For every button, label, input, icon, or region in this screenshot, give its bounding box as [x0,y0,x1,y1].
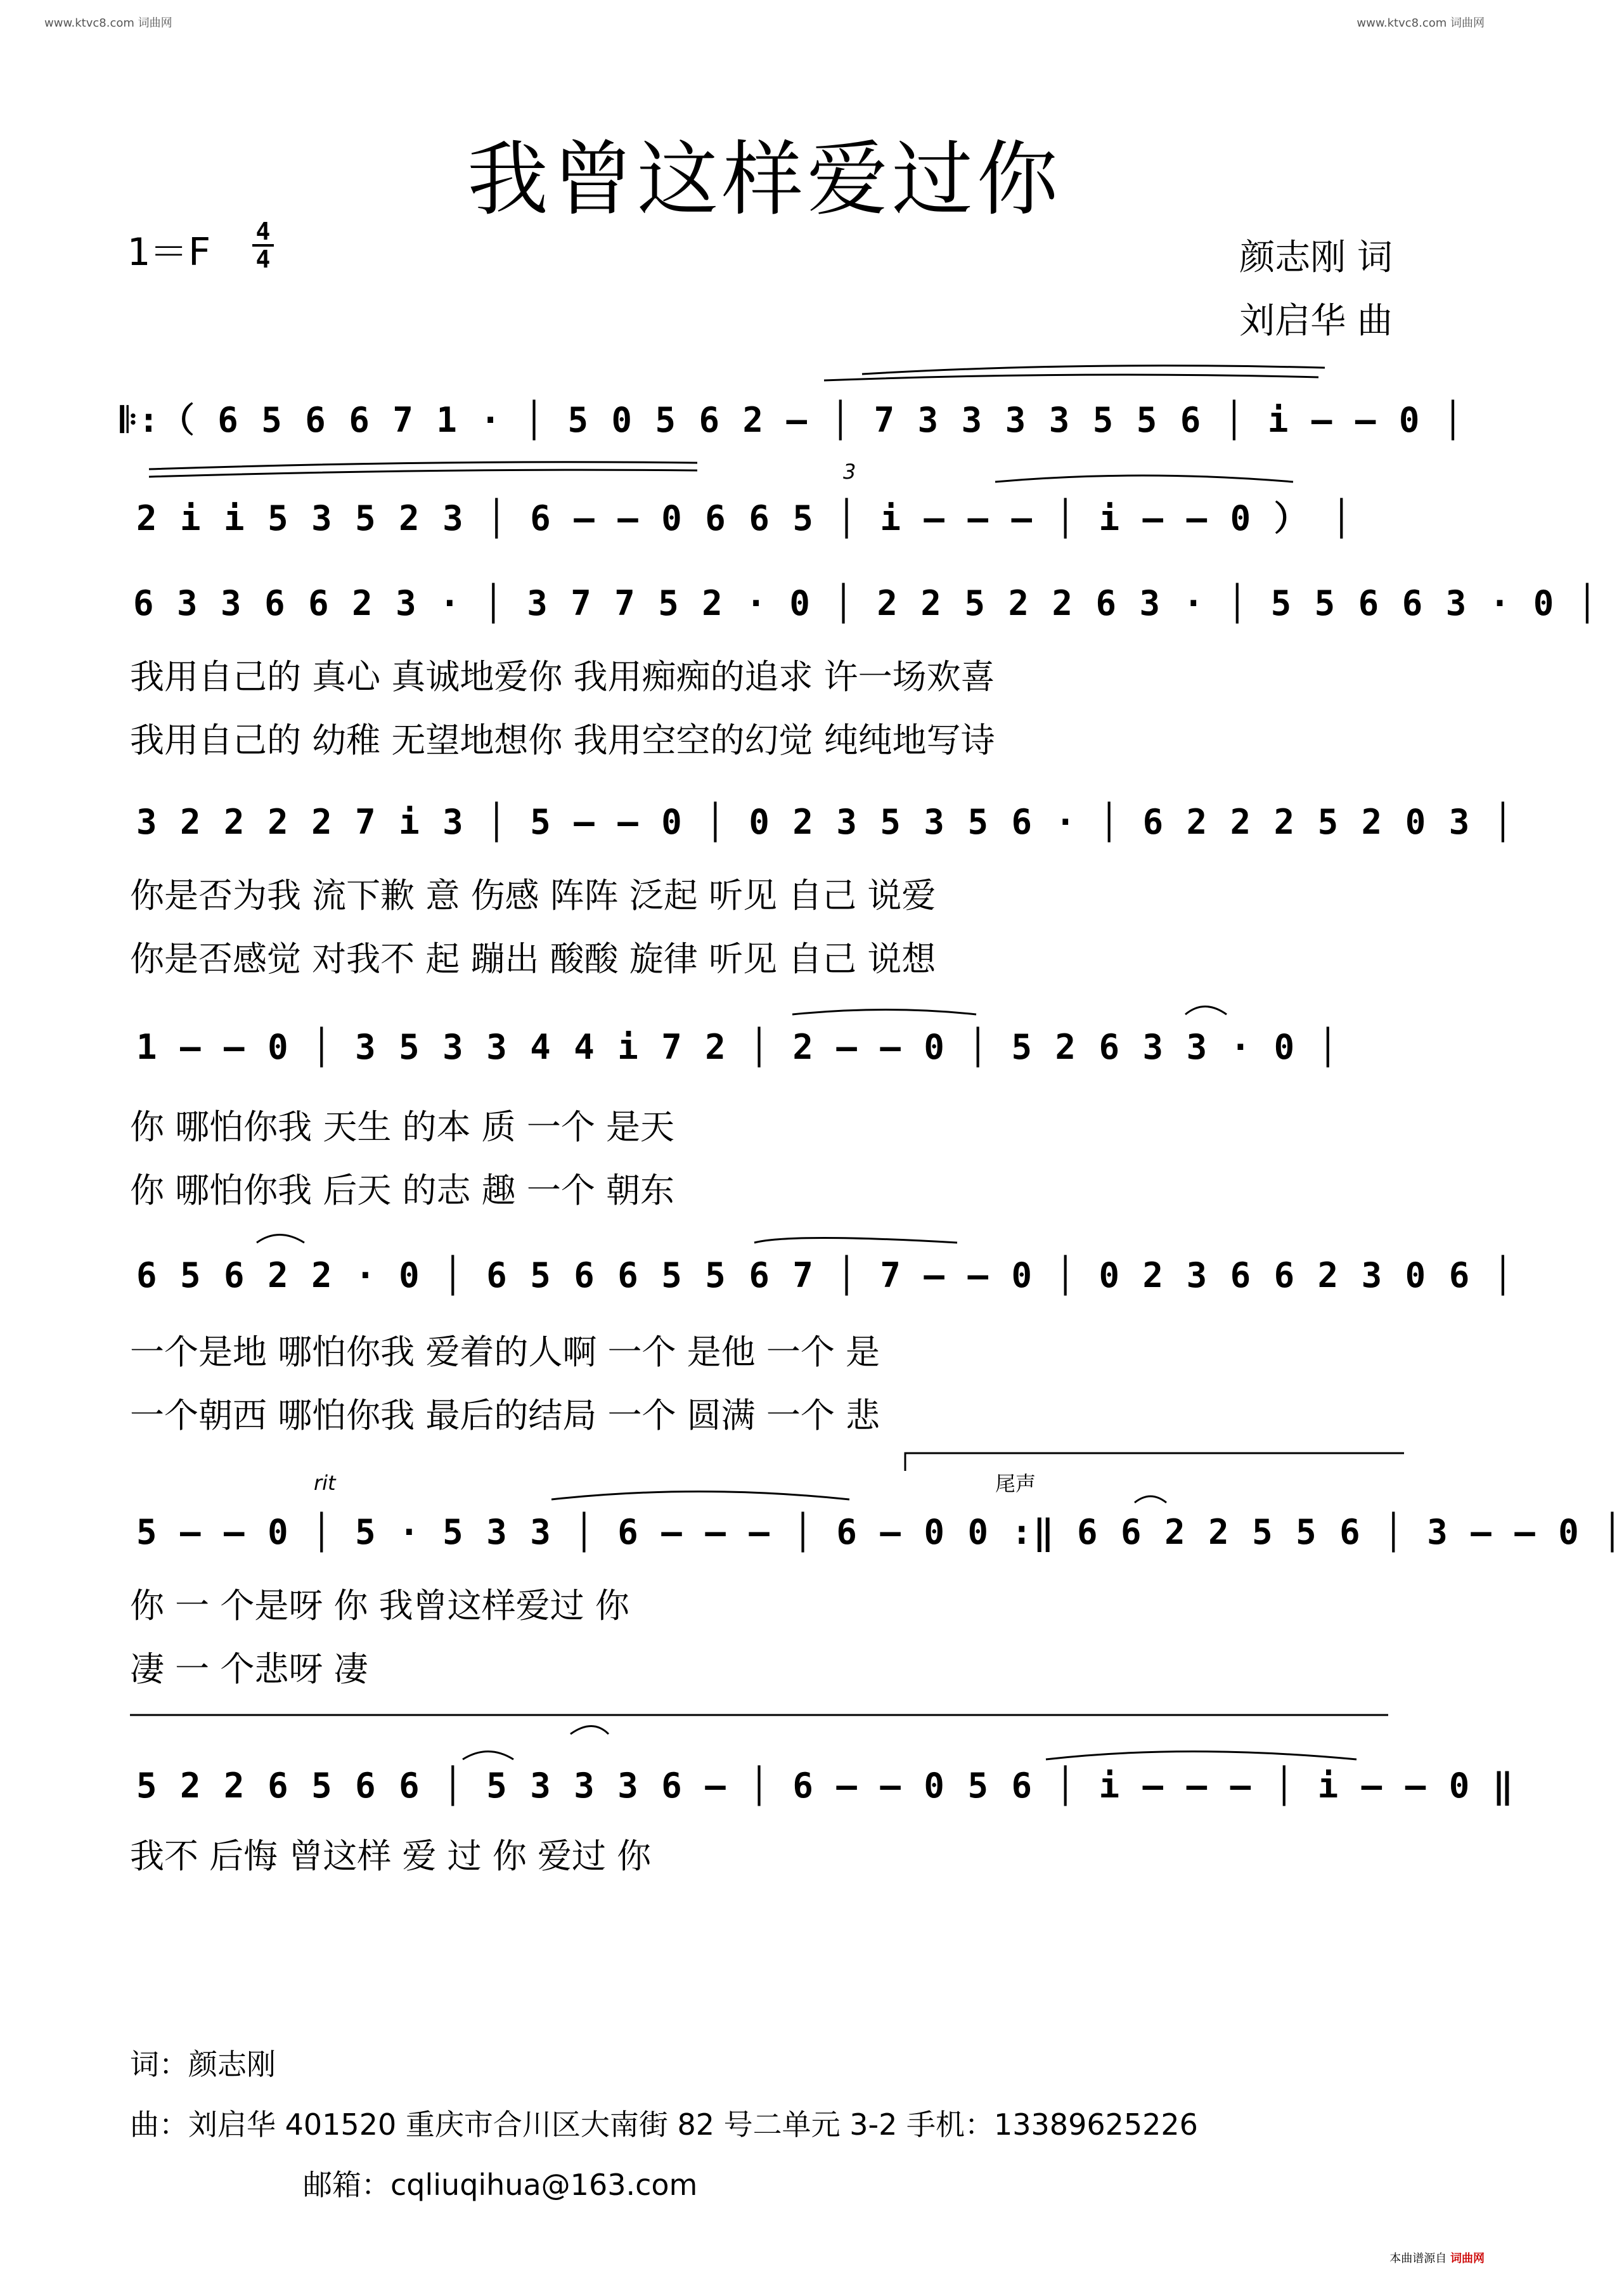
measure: i – – 0 ） [1099,498,1310,538]
slur-line [149,470,697,477]
measure: 0 2 3 5 3 5 6 · [749,802,1078,842]
bottom-tag [1389,2249,1485,2266]
bottom-tag-text: 本曲谱源自 [1389,2252,1447,2265]
slur-line [1135,1496,1166,1503]
time-sig-top: 4 [255,217,271,245]
lyric-line-1: 你 一 个是呀 你 我曾这样爱过 你 [130,1586,629,1626]
measure: 3 2 2 2 2 7 i 3 [136,802,465,842]
measure: 2 2 5 2 2 6 3 · [877,583,1206,623]
measure: i – – 0 ‖ [1317,1766,1515,1806]
system-1: 𝄆:（ 6 5 6 6 7 1 · │ 5 0 5 6 2 – │ 7 3 3 3 3 5 5 6 │ i – – 0 │ [120,400,1465,440]
measure: 5 2 2 6 5 6 6 [136,1766,421,1806]
measure: i – – 0 [1267,400,1421,440]
time-sig-bottom: 4 [255,245,271,273]
measure: 6 – – 0 6 6 5 [530,498,815,538]
measure: 6 – – 0 5 6 [792,1766,1033,1806]
measure: 𝄆:（ 6 5 6 6 7 1 · [120,400,502,440]
measure: 6 6 2 2 5 5 6 [1077,1512,1362,1552]
measure: 2 i i 5 3 5 2 3 [136,498,465,538]
song-title: 我曾这样爱过你 [467,133,1062,227]
lyric-line-1: 你 哪怕你我 天生 的本 质 一个 是天 [130,1107,674,1147]
measure: 7 – – 0 [880,1255,1033,1295]
slur-line [257,1235,304,1243]
slur-line [551,1492,849,1500]
footer-lyricist: 词：颜志刚 [130,2047,276,2081]
measure: i – – – [880,498,1033,538]
slur-line [754,1238,957,1243]
system-6: 6 5 6 2 2 · 0 │ 6 5 6 6 5 5 6 7 │ 7 – – 0 │ 0 2 3 6 6 2 3 0 6 │ [136,1255,1515,1295]
lyric-line-2: 一个朝西 哪怕你我 最后的结局 一个 圆满 一个 悲 [130,1395,880,1435]
measure: i – – – [1099,1766,1253,1806]
slur-line [792,1010,976,1015]
system-3: 6 3 3 6 6 2 3 · │ 3 7 7 5 2 · 0 │ 2 2 5 2 2 6 3 · │ 5 5 6 6 3 · 0 │ [133,583,1599,623]
system-4: 3 2 2 2 2 7 i 3 │ 5 – – 0 │ 0 2 3 5 3 5 6 · │ 6 2 2 2 5 2 0 3 │ [136,802,1515,842]
watermark-left: www.ktvc8.com 词曲网 [44,16,172,30]
lyric-line-2: 凄 一 个悲呀 凄 [130,1649,368,1689]
measure: 1 – – 0 [136,1027,290,1067]
key-signature: 1＝F [127,230,211,275]
watermark-right: www.ktvc8.com 词曲网 [1357,16,1485,30]
composer-credit: 刘启华 曲 [1239,301,1393,342]
measure: 0 2 3 6 6 2 3 0 6 [1099,1255,1471,1295]
measure: 3 5 3 3 4 4 i 7 2 [355,1027,727,1067]
lyricist-credit: 颜志刚 词 [1239,237,1393,278]
measure: 6 – – – [617,1512,771,1552]
slur-line [570,1726,609,1735]
slur-line [1185,1007,1227,1015]
measure: 6 3 3 6 6 2 3 · [133,583,461,623]
measure: 2 – – 0 [792,1027,946,1067]
slur-line [862,366,1325,374]
slur-line [463,1752,513,1760]
footer-composer: 曲：刘启华 401520 重庆市合川区大南街 82 号二单元 3-2 手机：13389625226 [130,2107,1198,2142]
triplet-mark: 3 [843,460,856,484]
lyric-line-1: 我不 后悔 曾这样 爱 过 你 爱过 你 [130,1836,652,1876]
lyric-line-1: 一个是地 哪怕你我 爱着的人啊 一个 是他 一个 是 [130,1332,880,1372]
lyric-line-1: 你是否为我 流下歉 意 伤感 阵阵 泛起 听见 自己 说爱 [130,876,936,916]
measure: 5 5 6 6 3 · 0 [1270,583,1556,623]
system-7: 5 – – 0 │ 5 · 5 3 3 │ 6 – – – │ 6 – 0 0 :‖ 6 6 2 2 5 5 6 │ 3 – – 0 │ [136,1512,1624,1552]
measure: 6 – 0 0 :‖ [836,1512,1055,1552]
coda-bracket [905,1453,1404,1471]
bottom-tag-brand: 词曲网 [1450,2252,1485,2265]
measure: 6 2 2 2 5 2 0 3 [1142,802,1471,842]
rit-marking: rit [314,1471,336,1495]
system-8: 5 2 2 6 5 6 6 │ 5 3 3 3 6 – │ 6 – – 0 5 6 │ i – – – │ i – – 0 ‖ [136,1766,1515,1806]
measure: 3 – – 0 [1427,1512,1580,1552]
measure: 3 7 7 5 2 · 0 [527,583,811,623]
measure: 5 – – 0 [136,1512,290,1552]
measure: 6 5 6 2 2 · 0 [136,1255,421,1295]
lyric-line-2: 你 哪怕你我 后天 的志 趣 一个 朝东 [130,1170,674,1210]
measure: 6 5 6 6 5 5 6 7 [486,1255,815,1295]
measure: 5 0 5 6 2 – [567,400,809,440]
slur-line [995,476,1293,482]
system-2: 2 i i 5 3 5 2 3 │ 6 – – 0 6 6 5 │ i – – – │ i – – 0 ） │ [136,498,1353,538]
slur-line [824,375,1318,380]
lyric-line-1: 我用自己的 真心 真诚地爱你 我用痴痴的追求 许一场欢喜 [130,657,995,697]
measure: 5 – – 0 [530,802,683,842]
lyric-line-2: 你是否感觉 对我不 起 蹦出 酸酸 旋律 听见 自己 说想 [130,939,936,979]
system-5: 1 – – 0 │ 3 5 3 3 4 4 i 7 2 │ 2 – – 0 │ 5 2 6 3 3 · 0 │ [136,1027,1340,1067]
coda-label: 尾声 [995,1472,1036,1496]
measure: 5 2 6 3 3 · 0 [1011,1027,1296,1067]
slur-line [149,462,697,469]
lyric-line-2: 我用自己的 幼稚 无望地想你 我用空空的幻觉 纯纯地写诗 [130,720,995,760]
measure: 5 3 3 3 6 – [486,1766,727,1806]
footer-email: 邮箱：cqliuqihua@163.com [303,2168,698,2202]
slur-line [1046,1752,1357,1760]
measure: 7 3 3 3 3 5 5 6 [873,400,1202,440]
measure: 5 · 5 3 3 [355,1512,552,1552]
